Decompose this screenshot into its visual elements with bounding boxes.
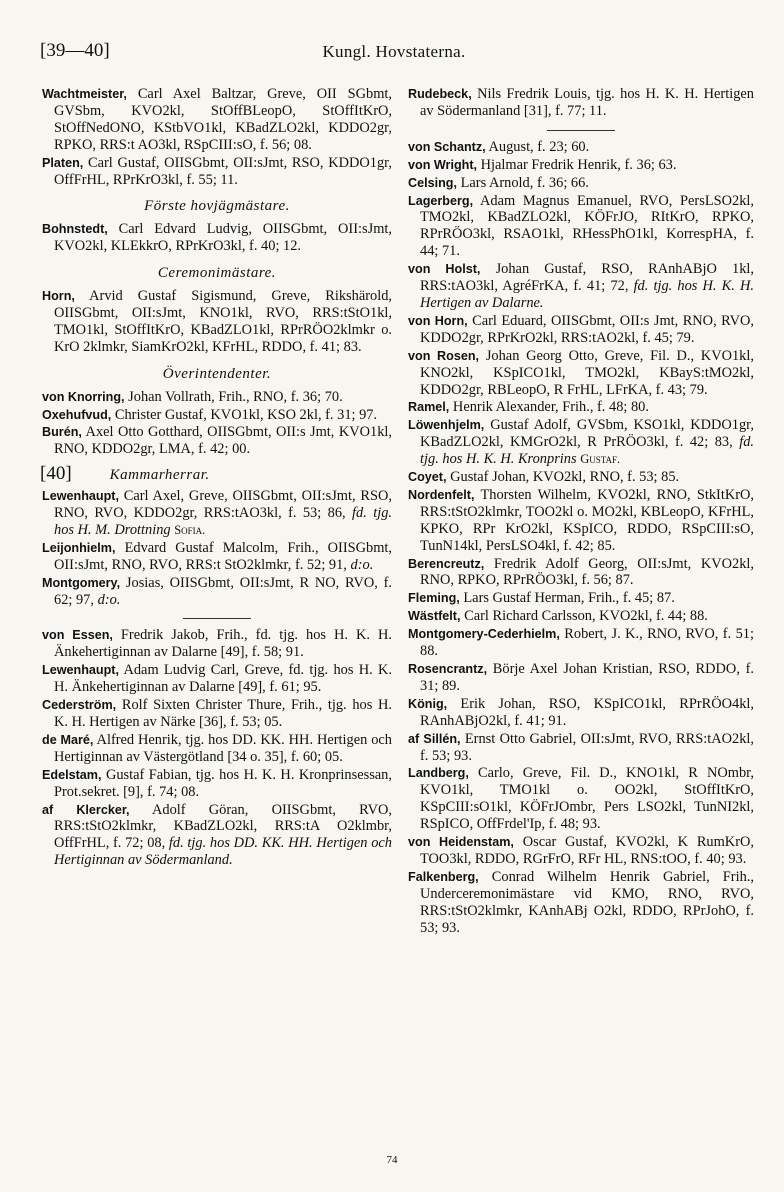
page-range: [39—40] [40, 40, 110, 61]
person-entry [42, 540, 392, 574]
entry-details: Carl Gustaf, OIISGbmt, OII:sJmt, RSO, KDDO1gr, OffFrHL, RPrKrO3kl, f. 55; 11. [54, 154, 392, 188]
person-name: Landberg, [408, 766, 469, 781]
section-heading-numbered [40, 463, 392, 485]
entry-note: fd. tjg. hos H. K. H. Kronprins [420, 434, 754, 468]
person-entry [408, 731, 754, 765]
entry-details: Henrik Alexander, Frih., f. 48; 80. [452, 399, 649, 416]
person-name: Nordenfelt, [408, 487, 475, 502]
divider [547, 130, 615, 131]
person-entry [408, 86, 754, 120]
divider [183, 618, 251, 619]
person-name: Montgomery, [42, 575, 121, 590]
entry-details: Börje Axel Johan Kristian, RSO, RDDO, f. 31; 89. [420, 661, 754, 694]
section-heading: Ceremonimästare. [157, 265, 277, 282]
person-entry [42, 288, 392, 356]
person-entry [408, 869, 754, 937]
entry-details: Alfred Henrik, tjg. hos DD. KK. HH. Hertigen och Hertiginnan av Västergötland [34 o. 35], f. 60; 05. [54, 731, 392, 765]
entry-details: Erik Johan, RSO, KSpICO1kl, RPrRÖO4kl, RAnhABjO2kl, f. 41; 91. [420, 695, 754, 729]
entry-note: fd. tjg. hos H. K. H. Hertigen av Dalarne. [420, 278, 754, 311]
running-title: Kungl. Hovstaterna. [322, 42, 466, 61]
entry-details: Johan Vollrath, Frih., RNO, f. 36; 70. [128, 388, 343, 405]
person-entry [42, 488, 392, 539]
person-name: Berencreutz, [408, 556, 485, 571]
person-name: Burén, [42, 425, 82, 440]
person-entry [42, 697, 392, 731]
section-heading: Överintendenter. [162, 365, 272, 382]
entry-details: Gustaf Fabian, tjg. hos H. K. H. Kronprinsessan, Prot.sekret. [9], f. 74; 08. [54, 766, 392, 800]
section-heading: Kammarherrar. [109, 467, 210, 484]
entry-details: Carl Axel Baltzar, Greve, OII SGbmt, GVSbm, KVO2kl, StOffBLeopO, StOffItKrO, StOffNedONO, KStbVO1kl, KBadZLO2kl, KDDO2gr, RPKO, RRS:t AO3kl, RSpCIII:sO, f. 56; 08. [54, 86, 392, 153]
person-name: Fleming, [408, 591, 460, 606]
entry-group [408, 139, 754, 937]
person-entry [42, 575, 392, 609]
person-name: von Horn, [408, 313, 468, 328]
person-name: Oxehufvud, [42, 407, 112, 422]
person-name: von Knorring, [42, 389, 125, 404]
entry-details: Lars Arnold, f. 36; 66. [460, 174, 589, 191]
person-name: Leijonhielm, [42, 540, 116, 555]
entry-details: Josias, OIISGbmt, OII:sJmt, R NO, RVO, f. 62; 97, [54, 574, 392, 608]
person-name: von Schantz, [408, 139, 486, 154]
person-name: af Sillén, [408, 731, 461, 746]
entry-group [42, 86, 392, 188]
entry-details: Carlo, Greve, Fil. D., KNO1kl, R NOmbr, KVO1kl, TMO1kl o. OO2kl, StOffItKrO, KSpCIII:sO1kl, KÖFrJOmbr, Pers LSO2kl, TunNI2kl, RSpICO, OffFrdel'Ip, f. 48; 93. [420, 765, 754, 833]
entry-details: Thorsten Wilhelm, KVO2kl, RNO, StkItKrO, RRS:tStO2klmkr, TOO2kl o. MO2kl, KBLeopO, KFrHL, KPKO, RPr KrO2kl, KSpICO, RDDO, RSpCIII:sO, TunN14kl, PersLSO4kl, f. 42; 85. [420, 486, 754, 554]
person-name: Celsing, [408, 175, 457, 190]
entry-details: Rolf Sixten Christer Thure, Frih., tjg. hos H. K. H. Hertigen av Närke [36], f. 53; 05. [54, 697, 392, 730]
person-name: König, [408, 696, 448, 711]
entry-group [42, 389, 392, 459]
entry-group [408, 86, 754, 120]
person-entry [408, 556, 754, 590]
person-entry [408, 193, 754, 261]
person-entry [408, 765, 754, 833]
person-name: Montgomery-Cederhielm, [408, 627, 560, 642]
page-number: 74 [386, 1154, 398, 1166]
person-name: Bohnstedt, [42, 222, 108, 237]
person-entry [42, 389, 392, 406]
section-heading: Förste hovjägmästare. [144, 198, 290, 215]
person-name: von Wright, [408, 157, 478, 172]
page-header [40, 40, 748, 70]
entry-group [42, 488, 392, 608]
person-name: Horn, [42, 289, 75, 304]
entry-details: Axel Otto Gotthard, OIISGbmt, OII:s Jmt, KVO1kl, RNO, KDDO2gr, LMA, f. 42; 00. [54, 424, 392, 458]
left-column [42, 86, 392, 870]
section-page-marker: [40] [40, 463, 72, 485]
person-name: af Klercker, [42, 802, 130, 817]
entry-details: Oscar Gustaf, KVO2kl, K RumKrO, TOO3kl, RDDO, RGrFrO, RFr HL, RNS:tOO, f. 40; 93. [420, 834, 754, 867]
person-name: von Holst, [408, 262, 481, 277]
person-name: von Rosen, [408, 348, 480, 363]
entry-details: Lars Gustaf Herman, Frih., f. 45; 87. [463, 590, 675, 607]
person-name: Coyet, [408, 470, 447, 485]
entry-details: Nils Fredrik Louis, tjg. hos H. K. H. Hertigen av Södermanland [31], f. 77; 11. [420, 86, 754, 119]
entry-details: Johan Georg Otto, Greve, Fil. D., KVO1kl, KNO2kl, KSpICO1kl, TMO2kl, KBayS:tMO2kl, KDDO2gr, RBLeopO, R FrHL, LFrKA, f. 43; 79. [420, 347, 754, 398]
entry-group [42, 221, 392, 255]
entry-details: Gustaf Adolf, GVSbm, KSO1kl, KDDO1gr, KBadZLO2kl, KMGrO2kl, R PrRÖO3kl, f. 42; 83, [420, 417, 754, 451]
person-name: Ramel, [408, 400, 450, 415]
person-entry [408, 661, 754, 695]
entry-details: Gustaf Johan, KVO2kl, RNO, f. 53; 85. [450, 469, 680, 486]
entry-details: Ernst Otto Gabriel, OII:sJmt, RVO, RRS:tAO2kl, f. 53; 93. [420, 730, 754, 764]
entry-royal-name: Gustaf. [580, 452, 621, 467]
person-entry [42, 627, 392, 661]
person-entry [408, 261, 754, 312]
entry-note: fd. tjg. hos H. M. Drottning [54, 505, 392, 538]
person-entry [42, 86, 392, 154]
entry-note: d:o. [97, 591, 121, 608]
entry-details: Carl Edvard Ludvig, OIISGbmt, OII:sJmt, KVO2kl, KLEkkrO, RPrKrO3kl, f. 40; 12. [54, 221, 392, 255]
person-entry [42, 662, 392, 696]
person-name: Rosencrantz, [408, 662, 488, 676]
person-entry [408, 626, 754, 660]
entry-details: Fredrik Adolf Georg, OII:sJmt, KVO2kl, RNO, RPKO, RPrRÖO3kl, f. 56; 87. [420, 555, 754, 589]
entry-details: Johan Gustaf, RSO, RAnhABjO 1kl, RRS:tAO3kl, AgréFrKA, f. 41; 72, [420, 261, 754, 295]
person-entry [42, 424, 392, 458]
person-name: Wachtmeister, [42, 87, 127, 101]
person-entry [42, 407, 392, 424]
person-name: Cederström, [42, 698, 117, 713]
entry-group [42, 627, 392, 869]
person-name: Lewenhaupt, [42, 489, 119, 504]
entry-details: August, f. 23; 60. [488, 138, 590, 155]
person-entry [408, 175, 754, 192]
entry-details: Carl Richard Carlsson, KVO2kl, f. 44; 88. [464, 608, 708, 625]
person-entry [42, 221, 392, 255]
entry-details: Conrad Wilhelm Henrik Gabriel, Frih., Underceremonimästare vid KMO, RNO, RVO, RRS:tStO2klmkr, KAnhABj O2kl, RDDO, RPrJohO, f. 53; 93. [420, 868, 754, 936]
person-name: Rudebeck, [408, 87, 472, 101]
person-entry [408, 469, 754, 486]
entry-details: Christer Gustaf, KVO1kl, KSO 2kl, f. 31; 97. [114, 406, 378, 423]
person-name: Edelstam, [42, 767, 102, 782]
person-entry [408, 608, 754, 625]
person-entry [408, 157, 754, 174]
person-entry [42, 802, 392, 870]
person-name: Lagerberg, [408, 193, 474, 208]
entry-details: Arvid Gustaf Sigismund, Greve, Rikshärold, OIISGbmt, OII:sJmt, KNO1kl, RVO, RRS:tStO1kl, TMO1kl, StOffItKrO, KBadZLO1kl, RPrRÖO2klmkr o. KrO 2klmkr, SiamKrO2kl, KFrHL, RDDO, f. 41; 83. [54, 288, 392, 355]
person-name: von Heidenstam, [408, 835, 514, 850]
person-name: de Maré, [42, 732, 94, 747]
person-entry [408, 696, 754, 730]
entry-royal-name: Sofia. [174, 522, 206, 537]
person-entry [42, 732, 392, 766]
person-entry [408, 139, 754, 156]
person-entry [408, 487, 754, 555]
person-entry [408, 399, 754, 416]
entry-note: d:o. [350, 556, 374, 573]
entry-group [42, 288, 392, 356]
entry-details: Edvard Gustaf Malcolm, Frih., OIISGbmt, OII:sJmt, RNO, RVO, RRS:t StO2klmkr, f. 52; 91, [54, 539, 392, 573]
entry-details: Robert, J. K., RNO, RVO, f. 51; 88. [420, 626, 754, 660]
person-name: Wästfelt, [408, 609, 461, 624]
person-entry [408, 417, 754, 468]
person-entry [42, 767, 392, 801]
person-name: Platen, [42, 155, 84, 170]
person-entry [408, 590, 754, 607]
entry-details: Adam Ludvig Carl, Greve, fd. tjg. hos H. K. H. Änkehertiginnan av Dalarne [49], f. 61; 95. [54, 662, 392, 696]
person-name: Löwenhjelm, [408, 418, 485, 433]
entry-details: Adolf Göran, OIISGbmt, RVO, RRS:tStO2klmkr, KBadZLO2kl, RRS:tA O2klmbr, OffFrHL, f. 72; 08, [54, 801, 392, 852]
person-name: Lewenhaupt, [42, 663, 119, 678]
person-entry [42, 155, 392, 189]
entry-note: fd. tjg. hos DD. KK. HH. Hertigen och Hertiginnan av Södermanland. [54, 835, 392, 869]
person-name: von Essen, [42, 628, 113, 643]
entry-details: Fredrik Jakob, Frih., fd. tjg. hos H. K. H. Änkehertiginnan av Dalarne [49], f. 58; 91. [54, 627, 392, 661]
entry-details: Carl Axel, Greve, OIISGbmt, OII:sJmt, RSO, RNO, RVO, KDDO2gr, RRS:tAO3kl, f. 53; 86, [54, 488, 392, 522]
entry-details: Adam Magnus Emanuel, RVO, PersLSO2kl, TMO2kl, KBadZLO2kl, KÖFrJO, RItKrO, RPKO, RPrRÖO3kl, RSAO1kl, RHessPhO1kl, KorrespHA, f. 44; 71. [420, 192, 754, 260]
entry-details: Hjalmar Fredrik Henrik, f. 36; 63. [480, 156, 677, 173]
entry-details: Carl Eduard, OIISGbmt, OII:s Jmt, RNO, RVO, KDDO2gr, RPrKrO2kl, RRS:tAO2kl, f. 45; 79. [420, 312, 754, 346]
right-column [408, 86, 754, 938]
person-entry [408, 348, 754, 399]
person-entry [408, 834, 754, 868]
person-entry [408, 313, 754, 347]
person-name: Falkenberg, [408, 869, 479, 884]
